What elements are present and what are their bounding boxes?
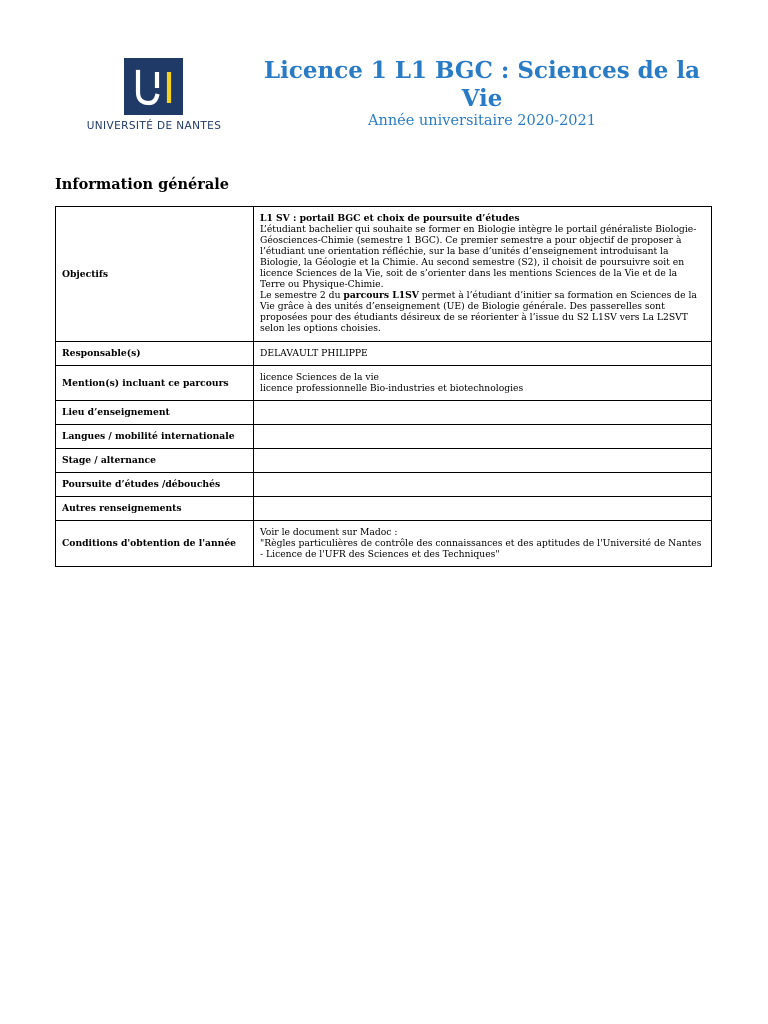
value-poursuite — [254, 473, 712, 497]
value-stage — [254, 449, 712, 473]
value-langues — [254, 425, 712, 449]
value-responsable: DELAVAULT PHILIPPE — [254, 342, 712, 366]
row-mentions — [56, 366, 712, 401]
value-autres — [254, 497, 712, 521]
objectifs-paragraph-2 — [260, 290, 705, 334]
value-conditions — [254, 521, 712, 567]
page-title: Licence 1 L1 BGC : Sciences de la Vie — [263, 57, 701, 112]
mention-1: licence Sciences de la vie — [260, 372, 379, 383]
row-poursuite — [56, 473, 712, 497]
row-lieu — [56, 401, 712, 425]
row-langues — [56, 425, 712, 449]
row-autres — [56, 497, 712, 521]
value-mentions — [254, 366, 712, 401]
row-stage — [56, 449, 712, 473]
label-mentions: Mention(s) incluant ce parcours — [56, 366, 254, 401]
conditions-line-2: "Règles particulières de contrôle des connaissances et des aptitudes de l'Université de Nantes - Licence de l'UFR des Sciences et des Techniques" — [260, 538, 702, 560]
value-objectifs — [254, 207, 712, 342]
objectifs-paragraph-1: L’étudiant bachelier qui souhaite se former en Biologie intègre le portail généraliste Biologie-Géosciences-Chimie (semestre 1 BGC). Ce premier semestre a pour objectif de proposer à l’étudiant une orientation réfléchie, sur la base d’unités d’enseignement introduisant la Biologie, la Géologie et la Chimie. Au second semestre (S2), il choisit de poursuivre soit en licence Sciences de la Vie, soit de s’orienter dans les mentions Sciences de la Vie et de la Terre ou Physique-Chimie. — [260, 224, 697, 290]
logo-emblem — [124, 58, 183, 115]
label-lieu: Lieu d’enseignement — [56, 401, 254, 425]
info-table — [55, 206, 712, 567]
p2-text-bold: parcours L1SV — [343, 290, 419, 301]
page-subtitle: Année universitaire 2020-2021 — [368, 113, 596, 129]
label-stage: Stage / alternance — [56, 449, 254, 473]
row-responsable — [56, 342, 712, 366]
p2-text-pre: Le semestre 2 du — [260, 290, 344, 301]
mention-2: licence professionnelle Bio-industries et biotechnologies — [260, 383, 524, 394]
label-poursuite: Poursuite d’études /débouchés — [56, 473, 254, 497]
objectifs-heading: L1 SV : portail BGC et choix de poursuite d’études — [260, 213, 520, 224]
row-conditions — [56, 521, 712, 567]
label-responsable: Responsable(s) — [56, 342, 254, 366]
section-title: Information générale — [55, 176, 229, 193]
row-objectifs — [56, 207, 712, 342]
p2-text-post: permet à l’étudiant d’initier sa formation en Sciences de la Vie grâce à des unités d’enseignement (UE) de Biologie générale. Des passerelles sont proposées pour des étudiants désireux de se réorienter à l’issue du S2 L1SV vers La L2SVT selon les options choisies. — [260, 290, 697, 334]
logo-wordmark: UNIVERSITÉ DE NANTES — [86, 120, 222, 132]
label-autres: Autres renseignements — [56, 497, 254, 521]
label-objectifs: Objectifs — [56, 207, 254, 342]
label-langues: Langues / mobilité internationale — [56, 425, 254, 449]
value-lieu — [254, 401, 712, 425]
university-logo — [80, 56, 228, 136]
conditions-line-1: Voir le document sur Madoc : — [260, 527, 398, 538]
label-conditions: Conditions d'obtention de l'année — [56, 521, 254, 567]
